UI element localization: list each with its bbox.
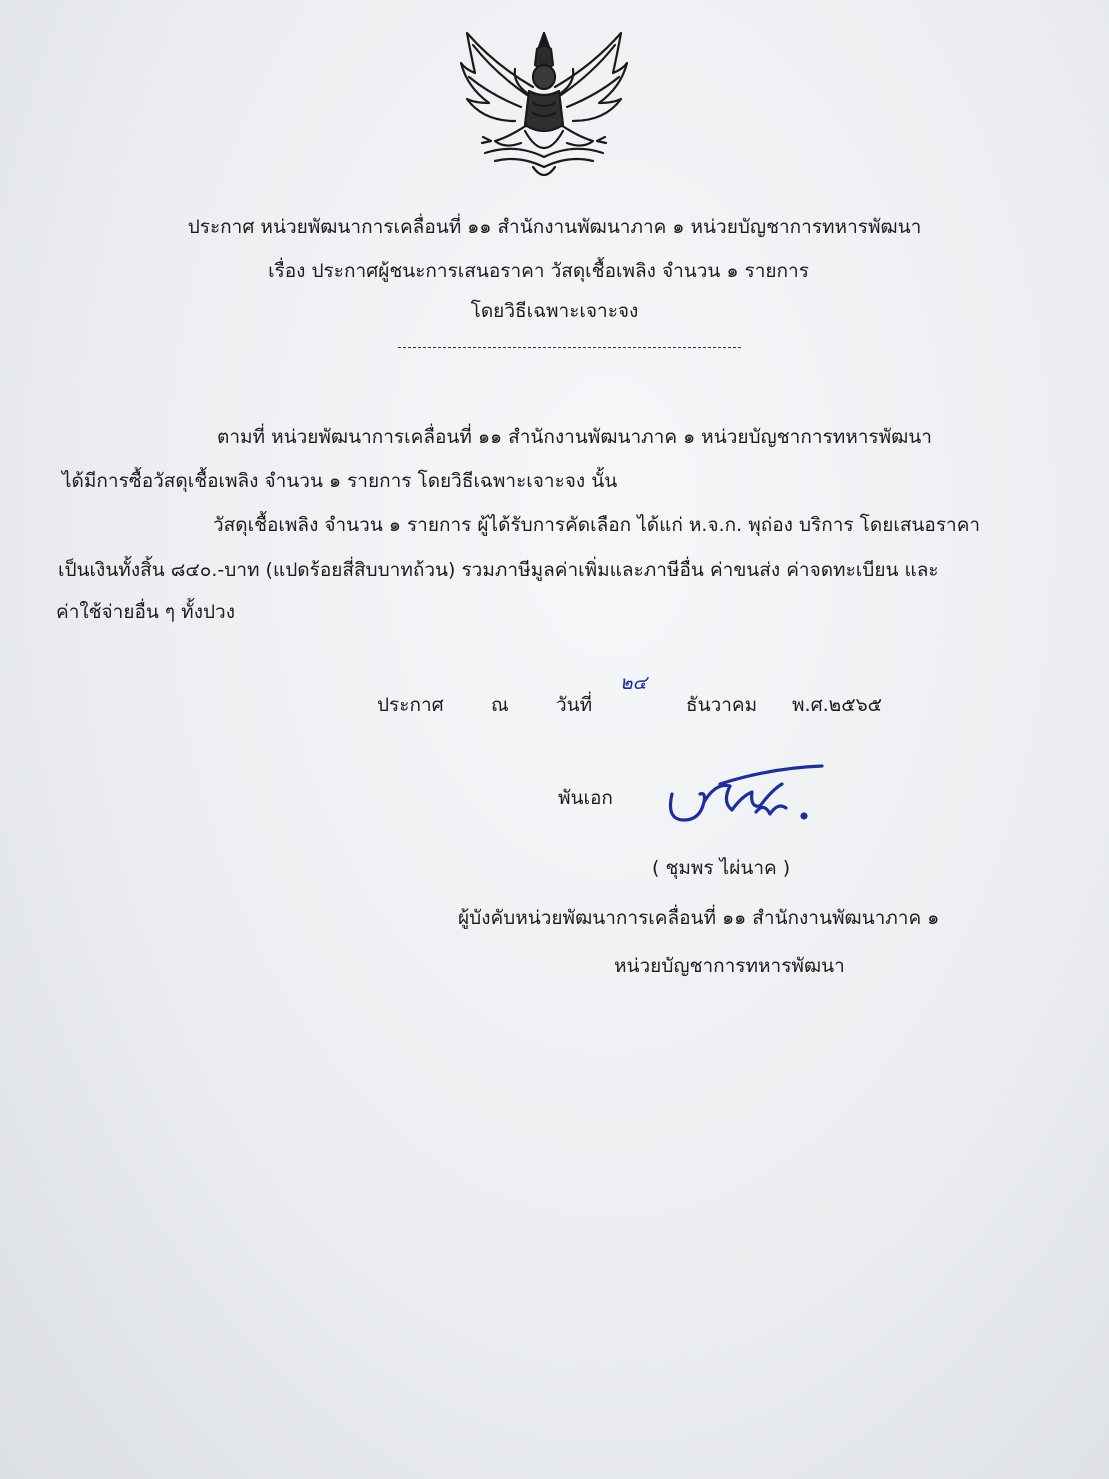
date-label-announce: ประกาศ: [377, 694, 444, 716]
date-day-handwritten: ๒๔: [620, 672, 647, 694]
signatory-position-line-2: หน่วยบัญชาการทหารพัฒนา: [614, 955, 845, 977]
signatory-position-line-1: ผู้บังคับหน่วยพัฒนาการเคลื่อนที่ ๑๑ สำนักงานพัฒนาภาค ๑: [458, 907, 940, 929]
date-label-day: วันที่: [556, 694, 593, 716]
paragraph-2-line-1: วัสดุเชื้อเพลิง จำนวน ๑ รายการ ผู้ได้รับการคัดเลือก ได้แก่ ห.จ.ก. พุถ่อง บริการ โดยเสนอราคา: [213, 514, 981, 536]
paragraph-2-line-2: เป็นเงินทั้งสิ้น ๘๔๐.-บาท (แปดร้อยสี่สิบบาทถ้วน) รวมภาษีมูลค่าเพิ่มและภาษีอื่น ค่าขนส่ง ค่าจดทะเบียน และ: [58, 559, 939, 581]
date-label-at: ณ: [491, 694, 509, 716]
title-divider: [398, 347, 741, 348]
garuda-emblem-icon: [455, 25, 633, 185]
paragraph-2-line-3: ค่าใช้จ่ายอื่น ๆ ทั้งปวง: [56, 601, 235, 623]
signatory-name: ( ชุมพร ไผ่นาค ): [652, 857, 791, 879]
handwritten-signature-icon: [660, 762, 830, 832]
paragraph-1-line-2: ได้มีการซื้อวัสดุเชื้อเพลิง จำนวน ๑ รายการ โดยวิธีเฉพาะเจาะจง นั้น: [62, 470, 618, 492]
announcement-method-line: โดยวิธีเฉพาะเจาะจง: [470, 300, 639, 322]
signatory-rank: พันเอก: [558, 787, 613, 809]
announcement-title-line-1: ประกาศ หน่วยพัฒนาการเคลื่อนที่ ๑๑ สำนักงานพัฒนาภาค ๑ หน่วยบัญชาการทหารพัฒนา: [187, 216, 922, 238]
announcement-subject-line: เรื่อง ประกาศผู้ชนะการเสนอราคา วัสดุเชื้อเพลิง จำนวน ๑ รายการ: [268, 260, 809, 282]
date-year: พ.ศ.๒๕๖๕: [792, 694, 883, 716]
paragraph-1-line-1: ตามที่ หน่วยพัฒนาการเคลื่อนที่ ๑๑ สำนักงานพัฒนาภาค ๑ หน่วยบัญชาการทหารพัฒนา: [217, 426, 932, 448]
date-month: ธันวาคม: [686, 694, 758, 716]
